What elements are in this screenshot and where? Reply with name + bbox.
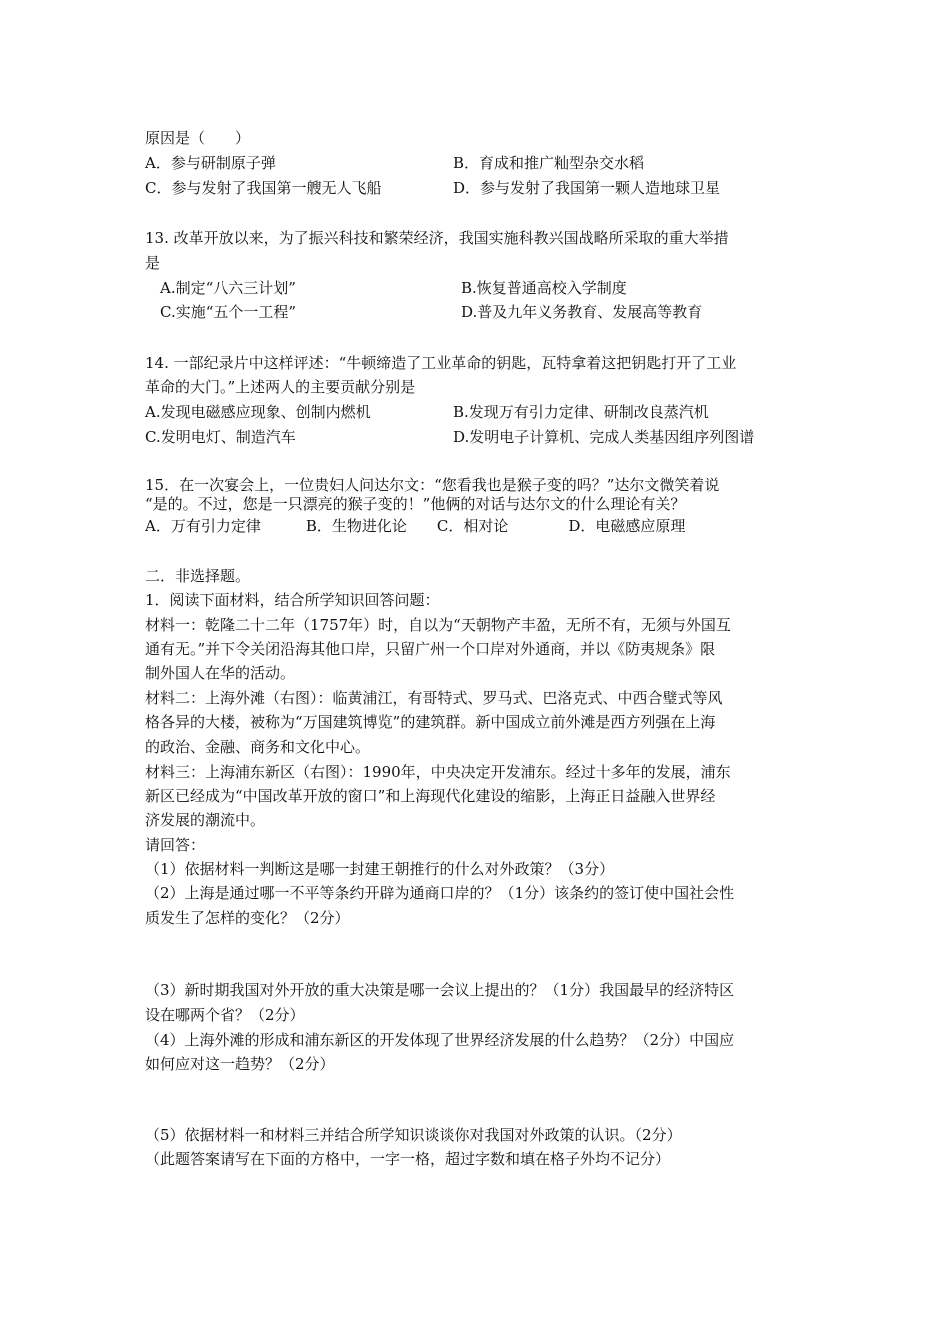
q13-option-d: D.普及九年义务教育、发展高等教育 xyxy=(461,303,703,321)
sub-question-2-line1: （2）上海是通过哪一不平等条约开辟为通商口岸的？（1分）该条约的签订使中国社会性 xyxy=(145,884,735,902)
q15-stem-line1: 15．在一次宴会上，一位贵妇人问达尔文：“您看我也是猴子变的吗？”达尔文微笑着说 xyxy=(145,476,720,494)
q15-options: A．万有引力定律 B．生物进化论 C．相对论 D．电磁感应原理 xyxy=(145,517,686,535)
material-2-line2: 格各异的大楼，被称为“万国建筑博览”的建筑群。新中国成立前外滩是西方列强在上海 xyxy=(145,713,716,731)
sub-question-3-line2: 设在哪两个省？（2分） xyxy=(145,1006,305,1024)
material-1-line1: 材料一：乾隆二十二年（1757年）时，自以为“天朝物产丰盈，无所不有，无须与外国互 xyxy=(145,616,731,634)
q12-option-d: D．参与发射了我国第一颗人造地球卫星 xyxy=(453,179,721,197)
q14-option-b: B.发现万有引力定律、研制改良蒸汽机 xyxy=(453,403,709,421)
material-3-line1: 材料三：上海浦东新区（右图）：1990年，中央决定开发浦东。经过十多年的发展，浦东 xyxy=(145,763,731,781)
q15-stem-line2: “是的。不过，您是一只漂亮的猴子变的！”他俩的对话与达尔文的什么理论有关？ xyxy=(145,495,686,513)
material-3-line2: 新区已经成为“中国改革开放的窗口”和上海现代化建设的缩影，上海正日益融入世界经 xyxy=(145,787,716,805)
q12-option-b: B．育成和推广籼型杂交水稻 xyxy=(453,154,645,172)
sub-question-5: （5）依据材料一和材料三并结合所学知识谈谈你对我国对外政策的认识。（2分） xyxy=(145,1126,682,1144)
answer-instruction-note: （此题答案请写在下面的方格中，一字一格，超过字数和填在格子外均不记分） xyxy=(145,1150,671,1168)
q12-option-a: A．参与研制原子弹 xyxy=(145,154,276,172)
answer-prompt: 请回答： xyxy=(145,836,206,854)
sub-question-4-line1: （4）上海外滩的形成和浦东新区的开发体现了世界经济发展的什么趋势？（2分）中国应 xyxy=(145,1031,735,1049)
material-1-line2: 通有无。”并下令关闭沿海其他口岸，只留广州一个口岸对外通商，并以《防夷规条》限 xyxy=(145,640,716,658)
material-1-line3: 制外国人在华的活动。 xyxy=(145,664,296,682)
sub-question-2-line2: 质发生了怎样的变化？（2分） xyxy=(145,909,350,927)
question-1-prompt: 1．阅读下面材料，结合所学知识回答问题： xyxy=(145,591,440,609)
q13-option-a: A.制定“八六三计划” xyxy=(160,279,296,297)
q14-stem-line2: 革命的大门。”上述两人的主要贡献分别是 xyxy=(145,378,416,396)
q13-stem-line2: 是 xyxy=(145,254,161,272)
q13-stem-line1: 13. 改革开放以来，为了振兴科技和繁荣经济，我国实施科教兴国战略所采取的重大举措 xyxy=(145,229,729,247)
q14-option-d: D.发明电子计算机、完成人类基因组序列图谱 xyxy=(453,428,755,446)
sub-question-1: （1）依据材料一判断这是哪一封建王朝推行的什么对外政策？（3分） xyxy=(145,860,615,878)
q14-option-c: C.发明电灯、制造汽车 xyxy=(145,428,296,446)
q12-stem: 原因是（ ） xyxy=(145,129,251,147)
q14-stem-line1: 14. 一部纪录片中这样评述：“牛顿缔造了工业革命的钥匙，瓦特拿着这把钥匙打开了工业 xyxy=(145,354,737,372)
material-2-line1: 材料二：上海外滩（右图）：临黄浦江，有哥特式、罗马式、巴洛克式、中西合璧式等风 xyxy=(145,689,723,707)
q12-option-c: C．参与发射了我国第一艘无人飞船 xyxy=(145,179,382,197)
material-2-line3: 的政治、金融、商务和文化中心。 xyxy=(145,738,371,756)
sub-question-4-line2: 如何应对这一趋势？（2分） xyxy=(145,1055,335,1073)
sub-question-3-line1: （3）新时期我国对外开放的重大决策是哪一会议上提出的？（1分）我国最早的经济特区 xyxy=(145,981,735,999)
q14-option-a: A.发现电磁感应现象、创制内燃机 xyxy=(145,403,371,421)
q13-option-c: C.实施“五个一工程” xyxy=(160,303,297,321)
material-3-line3: 济发展的潮流中。 xyxy=(145,811,266,829)
section-heading: 二．非选择题。 xyxy=(145,567,251,585)
q13-option-b: B.恢复普通高校入学制度 xyxy=(461,279,627,297)
